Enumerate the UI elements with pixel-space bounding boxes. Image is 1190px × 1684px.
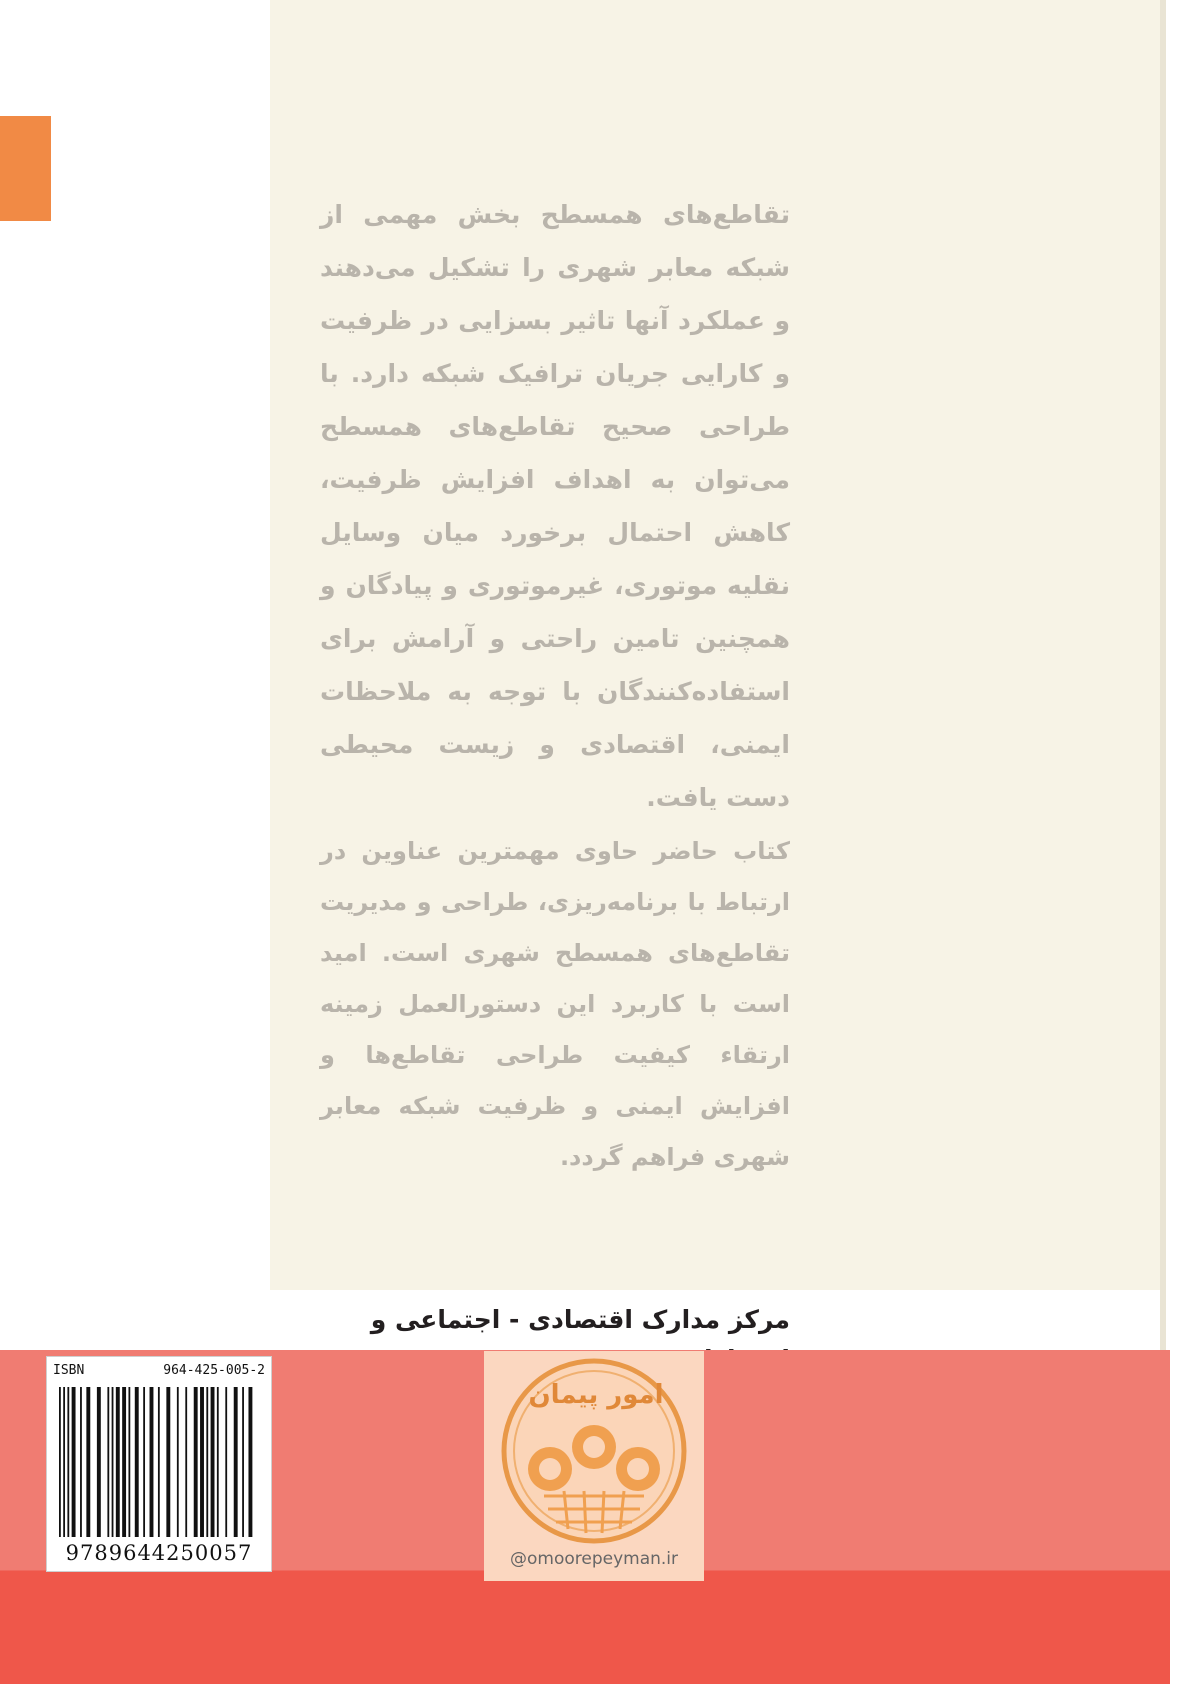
barcode-bar-22	[211, 1387, 215, 1537]
barcode-bars	[59, 1387, 259, 1537]
watermark-stamp	[484, 1351, 704, 1581]
orange-tab	[0, 116, 51, 221]
watermark-logo	[484, 1351, 704, 1551]
barcode-bar-12	[135, 1387, 139, 1537]
panel-edge	[1160, 0, 1166, 1350]
barcode-bar-3	[72, 1387, 76, 1537]
barcode-bar-10	[122, 1387, 126, 1537]
barcode-bar-16	[166, 1387, 170, 1537]
barcode-bar-17	[177, 1387, 179, 1537]
barcode-bar-4	[80, 1387, 82, 1537]
barcode-bar-6	[97, 1387, 101, 1537]
barcode-bar-5	[86, 1387, 90, 1537]
barcode-bar-15	[158, 1387, 160, 1537]
barcode-bar-21	[206, 1387, 208, 1537]
barcode-bar-9	[116, 1387, 120, 1537]
barcode-bar-23	[217, 1387, 219, 1537]
barcode-bar-13	[143, 1387, 145, 1537]
isbn-number: 964-425-005-2	[163, 1363, 265, 1378]
logo-lettering: امور پیمان	[528, 1380, 664, 1410]
description	[320, 188, 790, 1183]
publisher-name: مرکز مدارک اقتصادی - اجتماعی و	[370, 1305, 790, 1334]
barcode-bar-20	[200, 1387, 204, 1537]
watermark-url: @omoorepeyman.ir	[509, 1549, 679, 1569]
barcode-bar-7	[107, 1387, 109, 1537]
barcode-bar-19	[194, 1387, 198, 1537]
barcode-bar-24	[225, 1387, 227, 1537]
barcode-bar-8	[112, 1387, 114, 1537]
barcode-bar-1	[63, 1387, 65, 1537]
isbn-barcode	[46, 1356, 272, 1572]
barcode-digits: 9789644250057	[65, 1541, 253, 1565]
isbn-label: ISBN	[53, 1363, 85, 1378]
barcode-bar-25	[234, 1387, 238, 1537]
isbn-line	[53, 1363, 265, 1378]
barcode-bar-14	[150, 1387, 154, 1537]
barcode-bar-27	[248, 1387, 252, 1537]
description-paragraph-1: تقاطع‌های همسطح بخش مهمی از شبکه معابر شهری را تشکیل می‌دهند و عملکرد آنها تاثیر بسزایی در ظرفیت و کارایی جریان ترافیک شبکه دارد. با طراحی صحیح تقاطع‌های همسطح می‌توان به اهداف افزایش ظرفیت، کاهش احتمال برخورد میان وسایل نقلیه موتوری، غیرموتوری و پیادگان و همچنین تامین راحتی و آرامش برای استفاده‌کنندگان با توجه به ملاحظات ایمنی، اقتصادی و زیست محیطی دست یافت.	[320, 200, 790, 812]
barcode-bar-18	[185, 1387, 187, 1537]
barcode-bar-11	[128, 1387, 130, 1537]
description-paragraph-2: کتاب حاضر حاوی مهمترین عناوین در ارتباط با برنامه‌ریزی، طراحی و مدیریت تقاطع‌های همسطح شهری است. امید است با کاربرد این دستورالعمل زمینه ارتقاء کیفیت طراحی تقاطع‌ها و افزایش ایمنی و ظرفیت شبکه معابر شهری فراهم گردد.	[320, 837, 790, 1171]
band-right-margin	[1170, 1290, 1190, 1684]
barcode-bar-2	[67, 1387, 69, 1537]
barcode-bar-26	[242, 1387, 244, 1537]
barcode-bar-0	[59, 1387, 61, 1537]
